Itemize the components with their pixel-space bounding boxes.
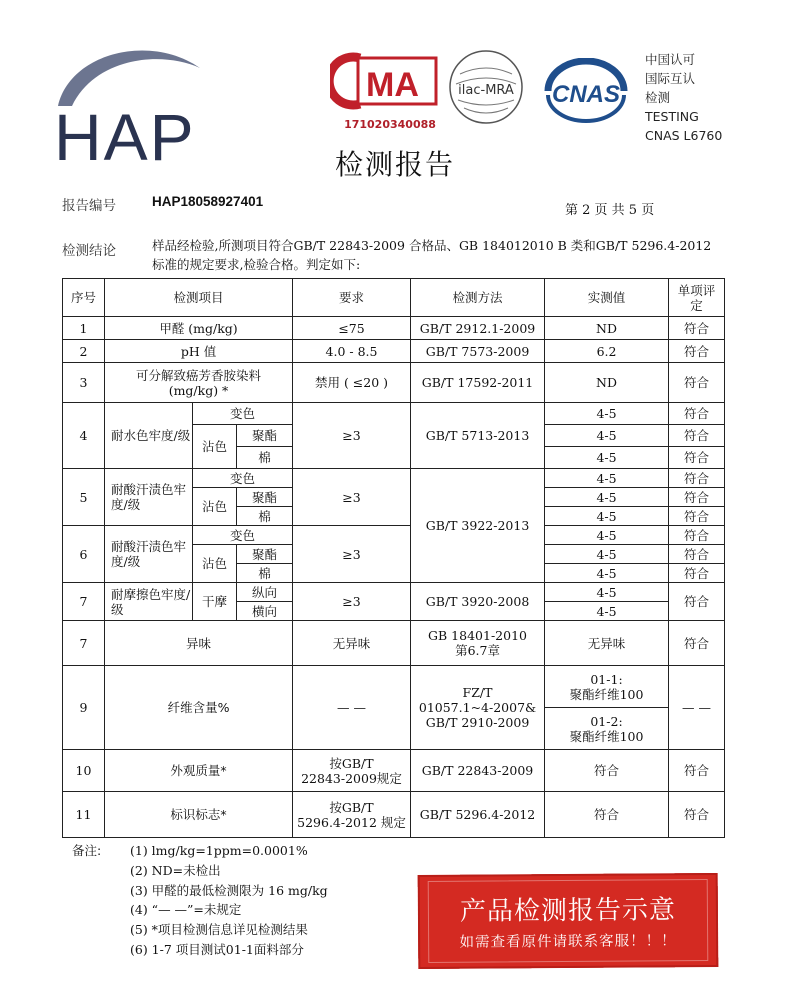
cell-value: 无异味 — [545, 621, 669, 666]
cell-direction: 纵向 — [237, 583, 293, 602]
cell-eval: 符合 — [669, 564, 725, 583]
cell-no: 9 — [63, 666, 105, 750]
cell-fiber: 聚酯 — [237, 545, 293, 564]
header-cell: 要求 — [293, 279, 411, 317]
cell-method: GB/T 17592-2011 — [411, 363, 545, 403]
cell-sub: 变色 — [193, 469, 293, 488]
cell-method-line: 01057.1~4-2007& — [418, 700, 537, 715]
cell-eval: 符合 — [669, 545, 725, 564]
cell-value-line: 聚酯纤维100 — [569, 686, 644, 702]
cell-method-line: 第6.7章 — [455, 643, 500, 658]
page-info: 第 2 页 共 5 页 — [565, 203, 655, 218]
cell-value: 4-5 — [545, 425, 669, 447]
cell-fiber: 棉 — [237, 564, 293, 583]
cell-method: GB/T 5296.4-2012 — [411, 792, 545, 838]
report-number-label: 报告编号 — [62, 198, 116, 214]
cert-line: TESTING — [645, 109, 699, 124]
cell-req: ≥3 — [293, 526, 411, 583]
cell-method-line: FZ/T — [462, 685, 493, 700]
cell-eval: 符合 — [669, 507, 725, 526]
note-item: (2) ND=未检出 — [130, 862, 221, 878]
cell-req: 禁用 ( ≤20 ) — [293, 363, 411, 403]
table-row — [63, 583, 725, 602]
cell-method: GB/T 2912.1-2009 — [411, 317, 545, 340]
cell-eval: 符合 — [669, 792, 725, 838]
cell-value: 4-5 — [545, 447, 669, 469]
cell-fiber: 棉 — [237, 507, 293, 526]
cell-value — [545, 708, 669, 750]
header-cell: 检测项目 — [105, 279, 293, 317]
cell-no: 5 — [63, 469, 105, 526]
cell-value: 4-5 — [545, 526, 669, 545]
cell-item — [105, 363, 293, 403]
sample-stamp — [418, 873, 719, 969]
cell-no: 1 — [63, 317, 105, 340]
cell-sub: 沾色 — [193, 545, 237, 583]
cell-item: pH 值 — [105, 340, 293, 363]
report-number: HAP18058927401 — [152, 194, 264, 209]
conclusion-text — [152, 236, 752, 274]
cert-line: CNAS L6760 — [645, 128, 723, 143]
table-row — [63, 363, 725, 403]
cell-item: 外观质量* — [105, 750, 293, 792]
cell-no: 11 — [63, 792, 105, 838]
cell-req: — — — [293, 666, 411, 750]
cell-method-line: GB 18401-2010 — [428, 628, 527, 643]
page-title: 检测报告 — [334, 148, 455, 181]
stamp-title: 产品检测报告示意 — [459, 895, 677, 927]
cell-item: 异味 — [105, 621, 293, 666]
hap-logo-text: HAP — [54, 100, 196, 174]
header-cell: 检测方法 — [411, 279, 545, 317]
cell-eval: 符合 — [669, 583, 725, 621]
cell-value: 4-5 — [545, 564, 669, 583]
cell-value: 6.2 — [545, 340, 669, 363]
cell-value: 4-5 — [545, 507, 669, 526]
cell-item-line: 可分解致癌芳香胺染料 — [136, 367, 262, 383]
table-row — [63, 666, 725, 708]
cell-fiber: 棉 — [237, 447, 293, 469]
table-row — [63, 340, 725, 363]
cell-item: 耐摩擦色牢度/级 — [105, 583, 193, 621]
cell-fiber: 聚酯 — [237, 425, 293, 447]
cell-method: GB/T 22843-2009 — [411, 750, 545, 792]
cell-value: 4-5 — [545, 403, 669, 425]
cell-req-line: 按GB/T — [329, 799, 374, 815]
cma-logo-text: MA — [366, 66, 419, 104]
cell-req: 4.0 - 8.5 — [293, 340, 411, 363]
cell-eval: 符合 — [669, 425, 725, 447]
cell-eval: 符合 — [669, 488, 725, 507]
cell-req — [293, 750, 411, 792]
cell-req: ≥3 — [293, 403, 411, 469]
table-row — [63, 469, 725, 488]
cell-no: 3 — [63, 363, 105, 403]
cell-fiber: 聚酯 — [237, 488, 293, 507]
cell-no: 6 — [63, 526, 105, 583]
cell-value: ND — [545, 317, 669, 340]
cell-value: 4-5 — [545, 602, 669, 621]
cell-method: GB/T 5713-2013 — [411, 403, 545, 469]
cell-method — [411, 621, 545, 666]
cell-no: 10 — [63, 750, 105, 792]
cell-item: 耐酸汗渍色牢度/级 — [105, 469, 193, 526]
header-cell: 实测值 — [545, 279, 669, 317]
cell-req-line: 22843-2009规定 — [301, 770, 402, 786]
cell-req — [293, 792, 411, 838]
cnas-logo — [540, 58, 632, 124]
cell-no: 4 — [63, 403, 105, 469]
header-cell: 序号 — [63, 279, 105, 317]
note-item: (5) *项目检测信息详见检测结果 — [130, 922, 308, 938]
cell-sub: 干摩 — [193, 583, 237, 621]
accreditation-text — [645, 50, 722, 145]
ilac-logo-text: ilac-MRA — [458, 83, 514, 98]
cell-eval: 符合 — [669, 447, 725, 469]
table-header-row — [63, 279, 725, 317]
note-item: (6) 1-7 项目测试01-1面料部分 — [130, 941, 304, 957]
note-item: (3) 甲醛的最低检测限为 16 mg/kg — [130, 882, 328, 898]
note-item: (1) lmg/kg=1ppm=0.0001% — [130, 843, 308, 858]
cell-eval: 符合 — [669, 621, 725, 666]
notes — [72, 841, 328, 960]
cell-method: GB/T 3920-2008 — [411, 583, 545, 621]
table-row — [63, 750, 725, 792]
cell-value: 4-5 — [545, 488, 669, 507]
cell-sub: 变色 — [193, 526, 293, 545]
cma-number: 171020340088 — [344, 118, 436, 131]
cell-value: ND — [545, 363, 669, 403]
cert-line: 中国认可 — [645, 52, 696, 67]
cell-item: 标识标志* — [105, 792, 293, 838]
cell-item: 甲醛 (mg/kg) — [105, 317, 293, 340]
table-row — [63, 526, 725, 545]
cell-eval: 符合 — [669, 340, 725, 363]
cell-eval: 符合 — [669, 317, 725, 340]
cell-value: 4-5 — [545, 469, 669, 488]
cell-value: 4-5 — [545, 545, 669, 564]
cert-line: 国际互认 — [645, 71, 696, 86]
cell-eval: — — — [669, 666, 725, 750]
table-row — [63, 792, 725, 838]
cell-no: 7 — [63, 583, 105, 621]
cert-line: 检测 — [645, 90, 671, 105]
conclusion-line: 标准的规定要求,检验合格。判定如下: — [152, 257, 361, 272]
results-table — [62, 278, 725, 838]
cell-sub: 沾色 — [193, 488, 237, 526]
cell-req: ≥3 — [293, 469, 411, 526]
conclusion-label: 检测结论 — [62, 243, 116, 259]
cell-eval: 符合 — [669, 469, 725, 488]
cell-eval: 符合 — [669, 526, 725, 545]
cell-value: 符合 — [545, 750, 669, 792]
cell-eval: 符合 — [669, 750, 725, 792]
cell-value-line: 01-2: — [590, 713, 623, 729]
cell-no: 2 — [63, 340, 105, 363]
cell-eval: 符合 — [669, 363, 725, 403]
table-row — [63, 621, 725, 666]
cell-sub: 沾色 — [193, 425, 237, 469]
ilac-mra-logo — [446, 44, 526, 130]
cell-method: GB/T 7573-2009 — [411, 340, 545, 363]
cell-item: 纤维含量% — [105, 666, 293, 750]
cell-sub: 变色 — [193, 403, 293, 425]
stamp-subtitle: 如需查看原件请联系客服！！！ — [459, 933, 677, 951]
cell-method-line: GB/T 2910-2009 — [425, 715, 530, 730]
cell-item-line: (mg/kg) * — [168, 382, 229, 398]
cell-value: 符合 — [545, 792, 669, 838]
cell-req: ≤75 — [293, 317, 411, 340]
cell-direction: 横向 — [237, 602, 293, 621]
conclusion-line: 样品经检验,所测项目符合GB/T 22843-2009 合格品、GB 184012010 B 类和GB/T 5296.4-2012 — [152, 238, 712, 253]
cell-req-line: 按GB/T — [329, 755, 374, 771]
cell-value-line: 01-1: — [590, 671, 623, 687]
table-row — [63, 403, 725, 425]
cma-logo — [330, 52, 440, 110]
cell-req: ≥3 — [293, 583, 411, 621]
cell-method — [411, 666, 545, 750]
cell-eval: 符合 — [669, 403, 725, 425]
cell-value: 4-5 — [545, 583, 669, 602]
cell-item: 耐酸汗渍色牢度/级 — [105, 526, 193, 583]
header-cell: 单项评定 — [669, 279, 725, 317]
cell-value — [545, 666, 669, 708]
cell-req: 无异味 — [293, 621, 411, 666]
note-item: (4) “— —”=未规定 — [130, 902, 242, 918]
table-row — [63, 317, 725, 340]
cell-method: GB/T 3922-2013 — [411, 469, 545, 583]
notes-label: 备注: — [72, 843, 102, 858]
cell-no: 7 — [63, 621, 105, 666]
cell-value-line: 聚酯纤维100 — [569, 728, 644, 744]
cnas-logo-text: CNAS — [551, 81, 621, 108]
cell-req-line: 5296.4-2012 规定 — [297, 814, 406, 830]
cell-item: 耐水色牢度/级 — [105, 403, 193, 469]
